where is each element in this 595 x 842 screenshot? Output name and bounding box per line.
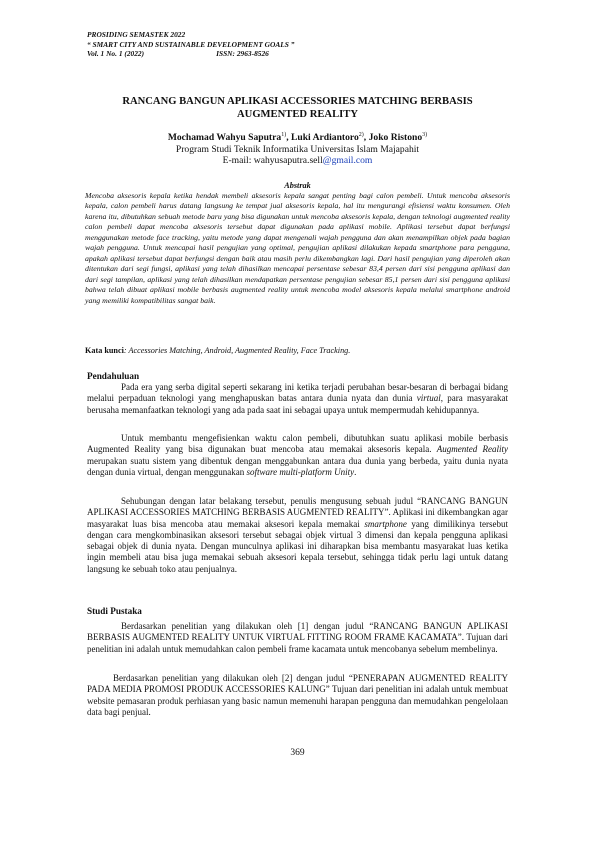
journal-volume: Vol. 1 No. 1 (2022) bbox=[87, 49, 145, 59]
author-block bbox=[87, 130, 508, 167]
abstract-text: Mencoba aksesoris kepala ketika hendak membeli aksesoris kepala sangat penting bagi calon pembeli. Untuk mencoba aksesoris kepala, calon pembeli harus datang langsung ke tempat jual aksesoris kepala, hal itu mengurangi efisiensi waktu konsumen. Oleh karena itu, dibutuhkan sebuah metode baru yang bisa digunakan untuk mencoba aksesoris kepala, dengan teknologi augmented reality calon pembeli dapat mencoba aksesoris tersebut dapat digunakan pada aplikasi mobile. Aplikasi tersebut dapat berfungsi menggunakan metode face tracking, yaitu metode yang dapat mengenali wajah pengguna dan akan menampilkan objek pada bagian wajah pengguna. Untuk mencapai hasil pengujian yang optimal, pengujian aplikasi dilakukan kepada smartphone para pengguna, apakah aplikasi tersebut dapat berfungsi dengan baik atau masih perlu dikembangkan lagi. Dari hasil pengujian yang diperoleh akan ditentukan dari segi fungsi, aplikasi yang telah dihasilkan mencapai persentase sebesar 83,4 persen dari sisi pengguna aplikasi dan dari segi tampilan, aplikasi yang telah dihasilkan mendapatkan persentase pengujian sebesar 85,1 persen dari sisi pengguna aplikasi bahwa telah dibuat aplikasi mobile berbasis augmented reality untuk mencoba model aksesoris kepala melalui smartphone android yang memiliki kompatibilitas sangat baik. bbox=[85, 191, 510, 305]
title-line-2: AUGMENTED REALITY bbox=[237, 108, 358, 120]
author-names bbox=[87, 130, 508, 144]
email-link[interactable]: @gmail.com bbox=[322, 155, 373, 167]
author-1: Mochamad Wahyu Saputra bbox=[167, 132, 282, 144]
paragraph: Berdasarkan penelitian yang dilakukan oleh [1] dengan judul “RANCANG BANGUN APLIKASI BERBASIS AUGMENTED REALITY UNTUK VIRTUAL FITTING ROOM FRAME KACAMATA”. Tujuan dari penelitian ini adalah untuk memudahkan calon pembeli frame kacamata untuk mencobanya sebelum membelinya. bbox=[87, 621, 508, 654]
paragraph: Sehubungan dengan latar belakang tersebut, penulis mengusung sebuah judul “RANCANG BANGUN APLIKASI ACCESSORIES MATCHING BERBASIS AUGMENTED REALITY”. Aplikasi ini dikembangkan agar masyarakat luas bisa mencoba atau memakai aksesori kepala memakai smartphone yang dimilikinya tersebut dengan cara mengkombinasikan aksesori tersebut sebagai objek virtual 3 dimensi dan kepala pengguna aplikasi sebagai objek di dunia nyata. Dengan munculnya aplikasi ini diharapkan bisa membantu masyarakat luas ketika ingin membeli atau bisa juga memakai sebuah aksesori kepala tersebut, sehingga tidak perlu lagi untuk datang langsung ke sebuah toko atau penjualnya. bbox=[87, 496, 508, 574]
section-heading-studi-pustaka: Studi Pustaka bbox=[87, 606, 142, 616]
affiliation: Program Studi Teknik Informatika Universitas Islam Majapahit bbox=[175, 143, 420, 155]
email-user: wahyusaputra.sell bbox=[253, 155, 323, 167]
author-2: Luki Ardiantoro bbox=[290, 132, 359, 144]
abstract-heading: Abstrak bbox=[284, 181, 311, 190]
section-heading-pendahuluan: Pendahuluan bbox=[87, 371, 140, 381]
email-label: E-mail: bbox=[222, 155, 254, 167]
paragraph: Untuk membantu mengefisienkan waktu calon pembeli, dibutuhkan suatu aplikasi mobile berbasis Augmented Reality yang bisa digunakan buat mencoba atau memakai aksesoris kepala. Augmented Reality merupakan suatu sistem yang dibentuk dengan menggabunkan antara dua dunia yang berbeda, yaitu dunia nyata dengan dunia virtual, dengan menggunakan software multi-platform Unity. bbox=[87, 433, 508, 477]
author-3-affil: 3) bbox=[422, 132, 428, 138]
journal-volume-line bbox=[87, 49, 294, 59]
journal-issn: ISSN: 2963-8526 bbox=[216, 49, 269, 59]
email-line bbox=[87, 155, 508, 167]
journal-name: PROSIDING SEMASTEK 2022 bbox=[87, 30, 186, 39]
paper-title bbox=[87, 96, 508, 122]
title-line-1: RANCANG BANGUN APLIKASI ACCESSORIES MATCHING BERBASIS bbox=[122, 96, 473, 107]
keywords-list: : Accessories Matching, Android, Augmented Reality, Face Tracking. bbox=[123, 346, 351, 355]
page-number: 369 bbox=[290, 748, 305, 758]
journal-theme: “ SMART CITY AND SUSTAINABLE DEVELOPMENT GOALS ” bbox=[87, 39, 295, 49]
author-2-affil: 2) bbox=[358, 132, 364, 138]
author-1-affil: 1) bbox=[281, 132, 287, 138]
author-sep: , bbox=[286, 132, 291, 144]
paragraph: Pada era yang serba digital seperti sekarang ini ketika terjadi perubahan besar-besaran di berbagai bidang melalui perpaduan teknologi yang menghapuskan batas antara dunia nyata dan dunia virtual, para masyarakat berusaha memanfaatkan teknologi yang ada pada saat ini sebagai upaya untuk mempermudah kehidupannya. bbox=[87, 382, 509, 415]
journal-header bbox=[87, 30, 294, 59]
paragraph: Berdasarkan penelitian yang dilakukan oleh [2] dengan judul “PENERAPAN AUGMENTED REALITY PADA MEDIA PROMOSI PRODUK ACCESSORIES KALUNG” Tujuan dari penelitian ini adalah untuk membuat website pemasaran produk perhiasan yang basic namun memenuhi harapan pengguna dan memudahkan pengelolaan data bagi penjual. bbox=[87, 673, 508, 717]
author-3: Joko Ristono bbox=[368, 132, 423, 144]
keywords-label: Kata kunci bbox=[85, 346, 124, 355]
keywords bbox=[85, 346, 510, 355]
author-sep: , bbox=[363, 132, 369, 144]
